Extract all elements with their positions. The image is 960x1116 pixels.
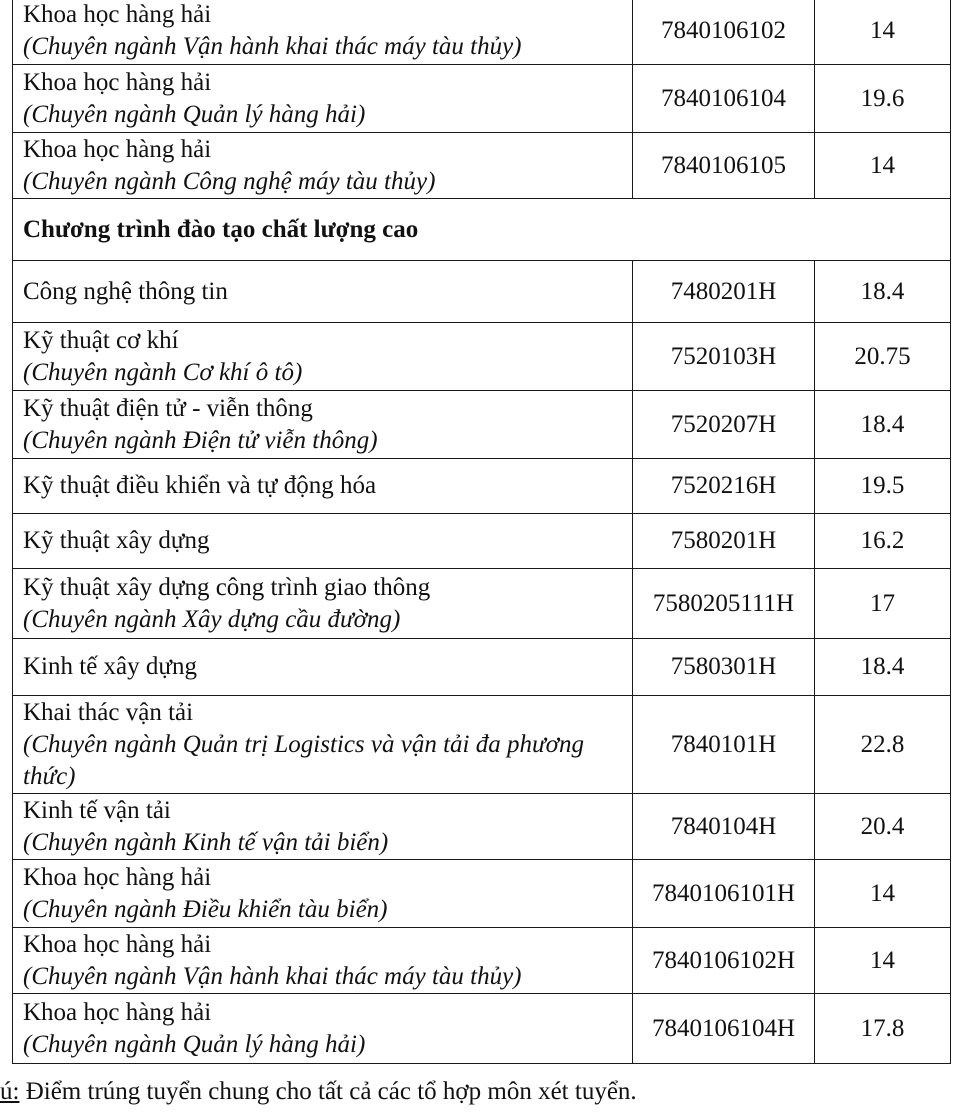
- admission-score: 18.4: [815, 391, 951, 459]
- major-cell: [13, 569, 633, 639]
- admission-score: 17: [815, 569, 951, 639]
- major-name: Khoa học hàng hải: [23, 930, 212, 958]
- table-row: [13, 261, 951, 323]
- admission-score-table: [12, 0, 951, 1064]
- section-row: [13, 199, 951, 261]
- table-row: [13, 696, 951, 794]
- major-name: Khoa học hàng hải: [23, 998, 212, 1026]
- specialization: (Chuyên ngành Công nghệ máy tàu thủy): [23, 167, 436, 195]
- admission-score: 14: [815, 133, 951, 199]
- table-row: [13, 65, 951, 133]
- table-row: [13, 928, 951, 994]
- admission-score: 20.4: [815, 794, 951, 860]
- major-cell: [13, 391, 633, 459]
- major-name: Khoa học hàng hải: [23, 863, 212, 891]
- major-code: 7840104H: [633, 794, 815, 860]
- major-cell: [13, 65, 633, 133]
- major-name: Khoa học hàng hải: [23, 0, 212, 28]
- specialization: (Chuyên ngành Xây dựng cầu đường): [23, 605, 401, 633]
- top-rows: [13, 0, 951, 199]
- footnote-text: Điểm trúng tuyển chung cho tất cả các tổ hợp môn xét tuyển.: [19, 1078, 637, 1105]
- table-row: [13, 133, 951, 199]
- section-title: Chương trình đào tạo chất lượng cao: [13, 199, 951, 261]
- major-code: 7520103H: [633, 323, 815, 391]
- major-cell: [13, 994, 633, 1064]
- major-cell: [13, 860, 633, 928]
- major-name: Khoa học hàng hải: [23, 135, 212, 163]
- major-code: 7520216H: [633, 459, 815, 514]
- specialization: (Chuyên ngành Vận hành khai thác máy tàu thủy): [23, 962, 522, 990]
- major-code: 7520207H: [633, 391, 815, 459]
- admission-score: 19.5: [815, 459, 951, 514]
- major-cell: [13, 639, 633, 696]
- table-row: [13, 514, 951, 569]
- major-cell: [13, 459, 633, 514]
- specialization: (Chuyên ngành Quản lý hàng hải): [23, 100, 366, 128]
- table-row: [13, 639, 951, 696]
- table-row: [13, 0, 951, 65]
- major-cell: [13, 261, 633, 323]
- admission-score: 19.6: [815, 65, 951, 133]
- major-name: Kỹ thuật xây dựng: [23, 527, 210, 554]
- admission-score: 16.2: [815, 514, 951, 569]
- major-code: 7840106104H: [633, 994, 815, 1064]
- major-cell: [13, 928, 633, 994]
- specialization: (Chuyên ngành Kinh tế vận tải biển): [23, 828, 389, 856]
- major-name: Kỹ thuật xây dựng công trình giao thông: [23, 573, 431, 601]
- admission-score: 22.8: [815, 696, 951, 794]
- admission-score: 14: [815, 0, 951, 65]
- table-row: [13, 794, 951, 860]
- major-code: 7840101H: [633, 696, 815, 794]
- table-row: [13, 323, 951, 391]
- major-name: Kỹ thuật điều khiển và tự động hóa: [23, 472, 377, 499]
- major-name: Kỹ thuật điện tử - viễn thông: [23, 394, 313, 422]
- major-cell: [13, 133, 633, 199]
- high-quality-rows: [13, 261, 951, 1064]
- major-code: 7840106105: [633, 133, 815, 199]
- major-cell: [13, 514, 633, 569]
- major-cell: [13, 0, 633, 65]
- admission-score: 14: [815, 860, 951, 928]
- specialization: (Chuyên ngành Điều khiển tàu biển): [23, 895, 388, 923]
- specialization: (Chuyên ngành Quản lý hàng hải): [23, 1030, 366, 1058]
- major-code: 7840106102H: [633, 928, 815, 994]
- table-row: [13, 994, 951, 1064]
- major-name: Khoa học hàng hải: [23, 68, 212, 96]
- major-cell: [13, 794, 633, 860]
- major-name: Kinh tế xây dựng: [23, 653, 197, 680]
- major-cell: [13, 696, 633, 794]
- specialization: (Chuyên ngành Cơ khí ô tô): [23, 358, 303, 386]
- major-name: Công nghệ thông tin: [23, 277, 228, 305]
- major-code: 7840106102: [633, 0, 815, 65]
- table-row: [13, 459, 951, 514]
- major-code: 7840106104: [633, 65, 815, 133]
- major-cell: [13, 323, 633, 391]
- major-code: 7580201H: [633, 514, 815, 569]
- admission-score: 20.75: [815, 323, 951, 391]
- major-name: Kinh tế vận tải: [23, 796, 171, 824]
- table-row: [13, 860, 951, 928]
- table-row: [13, 569, 951, 639]
- section-header: [13, 199, 951, 261]
- footnote: [0, 1078, 637, 1106]
- admission-score: 14: [815, 928, 951, 994]
- specialization: (Chuyên ngành Quản trị Logistics và vận tải đa phương thức): [23, 730, 584, 790]
- major-name: Khai thác vận tải: [23, 698, 194, 726]
- major-code: 7580205111H: [633, 569, 815, 639]
- footnote-label: ú:: [0, 1078, 20, 1105]
- admission-score: 18.4: [815, 261, 951, 323]
- major-code: 7840106101H: [633, 860, 815, 928]
- major-code: 7480201H: [633, 261, 815, 323]
- specialization: (Chuyên ngành Điện tử viễn thông): [23, 426, 378, 454]
- major-code: 7580301H: [633, 639, 815, 696]
- specialization: (Chuyên ngành Vận hành khai thác máy tàu thủy): [23, 32, 522, 60]
- table-row: [13, 391, 951, 459]
- admission-score: 17.8: [815, 994, 951, 1064]
- admission-score: 18.4: [815, 639, 951, 696]
- major-name: Kỹ thuật cơ khí: [23, 326, 179, 354]
